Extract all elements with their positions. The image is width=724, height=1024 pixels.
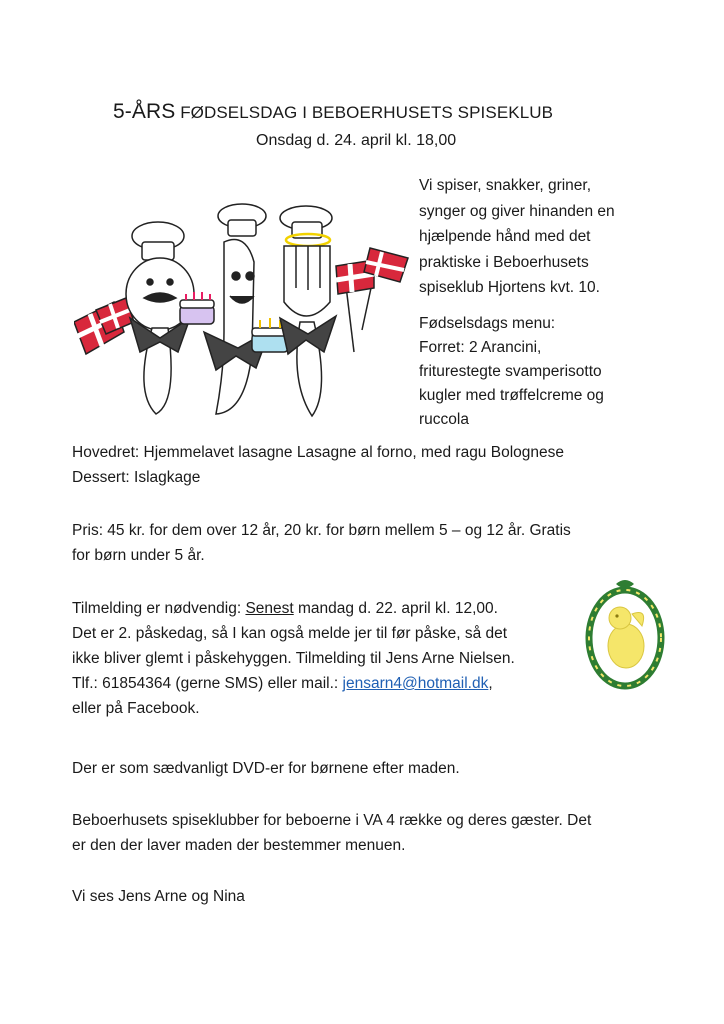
intro-paragraph — [419, 173, 692, 301]
intro-line: hjælpende hånd med det — [419, 228, 591, 245]
chick-icon — [608, 607, 644, 668]
deadline-emphasis: Senest — [245, 600, 294, 617]
menu-forret-line: friturestegte svamperisotto — [419, 363, 602, 380]
signup-paragraph — [72, 596, 515, 721]
intro-line: praktiske i Beboerhusets — [419, 253, 589, 271]
menu-forret-line: kugler med trøffelcreme og — [419, 387, 604, 404]
menu-main-and-dessert — [72, 440, 564, 490]
club-info-line: er den der laver maden der bestemmer menuen. — [72, 837, 406, 854]
price-line: for børn under 5 år. — [72, 547, 205, 564]
signup-line-2: Det er 2. påskedag, så I kan også melde jer til før påske, så det — [72, 625, 508, 642]
birthday-menu — [419, 312, 679, 432]
price-paragraph — [72, 518, 571, 568]
menu-heading: Fødselsdags menu: — [419, 315, 556, 332]
menu-dessert: Dessert: Islagkage — [72, 469, 201, 486]
club-info-paragraph — [72, 808, 591, 858]
intro-line: spiseklub Hjortens kvt. 10. — [419, 279, 600, 296]
title-prefix: 5-ÅRS — [113, 100, 176, 123]
event-date: Onsdag d. 24. april kl. 18,00 — [256, 132, 457, 149]
menu-forret-line: ruccola — [419, 411, 469, 428]
price-line: Pris: 45 kr. for dem over 12 år, 20 kr. for børn mellem 5 – og 12 år. Gratis — [72, 522, 571, 539]
page-title — [113, 100, 553, 124]
signup-line-4: Tlf.: 61854364 (gerne SMS) eller mail.: jensarn4@hotmail.dk, — [72, 675, 493, 692]
dvd-note: Der er som sædvanligt DVD-er for børnene efter maden. — [72, 760, 460, 777]
signup-line-1: Tilmelding er nødvendig: Senest mandag d. 22. april kl. 12,00. — [72, 600, 498, 617]
signup-line-5: eller på Facebook. — [72, 700, 200, 717]
easter-wreath-illustration — [582, 574, 668, 692]
intro-line: Vi spiser, snakker, griner, — [419, 177, 592, 194]
club-info-line: Beboerhusets spiseklubber for beboerne i VA 4 række og deres gæster. Det — [72, 812, 592, 829]
menu-hovedret: Hovedret: Hjemmelavet lasagne Lasagne al forno, med ragu Bolognese — [72, 444, 564, 461]
chef-cutlery-illustration — [74, 202, 414, 430]
menu-forret-line: Forret: 2 Arancini, — [419, 339, 542, 356]
birthday-cake-1 — [180, 292, 214, 324]
intro-line: synger og giver hinanden en — [419, 202, 615, 220]
title-rest: FØDSELSDAG I BEBOERHUSETS SPISEKLUB — [180, 103, 554, 122]
signup-line-3: ikke bliver glemt i påskehyggen. Tilmelding til Jens Arne Nielsen. — [72, 650, 515, 667]
email-link[interactable]: jensarn4@hotmail.dk — [342, 675, 489, 692]
signoff: Vi ses Jens Arne og Nina — [72, 888, 245, 905]
